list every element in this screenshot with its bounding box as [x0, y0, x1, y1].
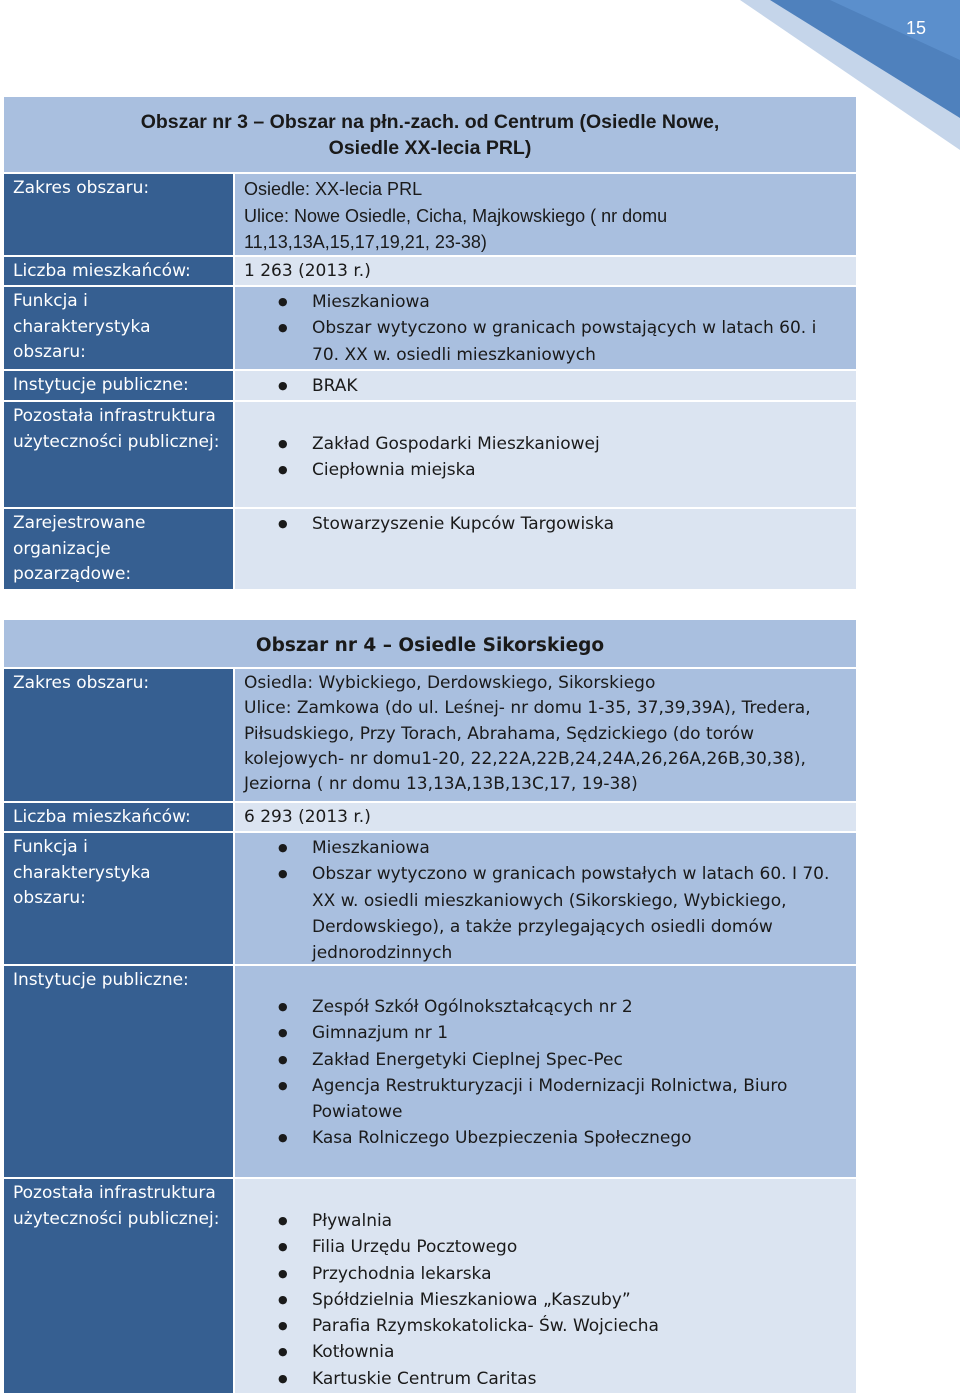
- instytucje-label: Instytucje publiczne:: [4, 966, 235, 1177]
- list-item: ● Obszar wytyczono w granicach powstałych w latach 60. I 70. XX w. osiedli mieszkaniowych (Sikorskiego, Wybickiego, Derdowskiego), a także przylegających osiedli domów jednorodzinnych: [244, 861, 848, 966]
- list-item: ● Spółdzielnia Mieszkaniowa „Kaszuby”: [244, 1287, 848, 1313]
- liczba-label: Liczba mieszkańców:: [4, 803, 235, 831]
- area-3-organizacje-row: [4, 509, 856, 589]
- list-item: ● Zakład Energetyki Cieplnej Spec-Pec: [244, 1047, 848, 1073]
- instytucje-label: Instytucje publiczne:: [4, 371, 235, 400]
- area-3-instytucje-row: [4, 371, 856, 402]
- area-4-liczba-row: [4, 803, 856, 833]
- area-4-instytucje-row: [4, 966, 856, 1179]
- infrastruktura-label: Pozostała infrastruktura użyteczności publicznej:: [4, 402, 235, 507]
- area-3-infrastruktura-row: [4, 402, 856, 509]
- organizacje-label: Zarejestrowane organizacje pozarządowe:: [4, 509, 235, 589]
- area-3-title: Obszar nr 3 – Obszar na płn.-zach. od Centrum (Osiedle Nowe, Osiedle XX-lecia PRL): [4, 97, 856, 174]
- liczba-value: 6 293 (2013 r.): [235, 803, 856, 831]
- funkcja-value: [235, 287, 856, 369]
- list-item: ● Zakład Gospodarki Mieszkaniowej: [244, 431, 848, 457]
- list-item: ● Parafia Rzymskokatolicka- Św. Wojciecha: [244, 1313, 848, 1339]
- infrastruktura-value: [235, 1179, 856, 1393]
- liczba-value: 1 263 (2013 r.): [235, 257, 856, 285]
- funkcja-label: Funkcja i charakterystyka obszaru:: [4, 287, 235, 369]
- list-item: ● Gimnazjum nr 1: [244, 1020, 848, 1046]
- page-number: 15: [905, 18, 926, 38]
- zakres-label: Zakres obszaru:: [4, 669, 235, 801]
- list-item: ● Przychodnia lekarska: [244, 1261, 848, 1287]
- list-item: ● Agencja Restrukturyzacji i Modernizacji Rolnictwa, Biuro Powiatowe: [244, 1073, 848, 1126]
- area-3-liczba-row: [4, 257, 856, 287]
- list-item: ● Kartuskie Centrum Caritas: [244, 1366, 848, 1392]
- list-item: ● Mieszkaniowa: [244, 289, 848, 315]
- instytucje-value: [235, 371, 856, 400]
- list-item: ● Zespół Szkół Ogólnokształcących nr 2: [244, 994, 848, 1020]
- list-item: ● Pływalnia: [244, 1208, 848, 1234]
- infrastruktura-value: [235, 402, 856, 507]
- list-item: ● Kasa Rolniczego Ubezpieczenia Społecznego: [244, 1125, 848, 1151]
- area-4-funkcja-row: [4, 833, 856, 966]
- zakres-value: Osiedle: XX-lecia PRL Ulice: Nowe Osiedle, Cicha, Majkowskiego ( nr domu 11,13,13A,15,17,19,21, 23-38): [235, 174, 856, 255]
- infrastruktura-label: Pozostała infrastruktura użyteczności publicznej:: [4, 1179, 235, 1393]
- area-4-table: [4, 620, 856, 1393]
- area-4-title: Obszar nr 4 – Osiedle Sikorskiego: [4, 620, 856, 669]
- list-item: ● Ciepłownia miejska: [244, 457, 848, 483]
- funkcja-value: [235, 833, 856, 964]
- area-3-zakres-row: [4, 174, 856, 257]
- zakres-label: Zakres obszaru:: [4, 174, 235, 255]
- area-3-table: [4, 97, 856, 589]
- area-3-funkcja-row: [4, 287, 856, 371]
- list-item: ● BRAK: [244, 373, 848, 399]
- zakres-value: Osiedla: Wybickiego, Derdowskiego, Sikorskiego Ulice: Zamkowa (do ul. Leśnej- nr domu 1-35, 37,39,39A), Tredera, Piłsudskiego, Przy Torach, Abrahama, Sędzickiego (do torów kolejowych- nr domu1-20, 22,22A,22B,24,24A,26,26A,26B,30,38), Jeziorna ( nr domu 13,13A,13B,13C,17, 19-38): [235, 669, 856, 801]
- funkcja-label: Funkcja i charakterystyka obszaru:: [4, 833, 235, 964]
- area-4-zakres-row: [4, 669, 856, 803]
- liczba-label: Liczba mieszkańców:: [4, 257, 235, 285]
- list-item: ● Mieszkaniowa: [244, 835, 848, 861]
- instytucje-value: [235, 966, 856, 1177]
- list-item: ● Obszar wytyczono w granicach powstających w latach 60. i 70. XX w. osiedli mieszkaniowych: [244, 315, 848, 368]
- area-4-infrastruktura-row: [4, 1179, 856, 1393]
- organizacje-value: [235, 509, 856, 589]
- list-item: ● Filia Urzędu Pocztowego: [244, 1234, 848, 1260]
- list-item: ● Kotłownia: [244, 1339, 848, 1365]
- list-item: ● Stowarzyszenie Kupców Targowiska: [244, 511, 848, 537]
